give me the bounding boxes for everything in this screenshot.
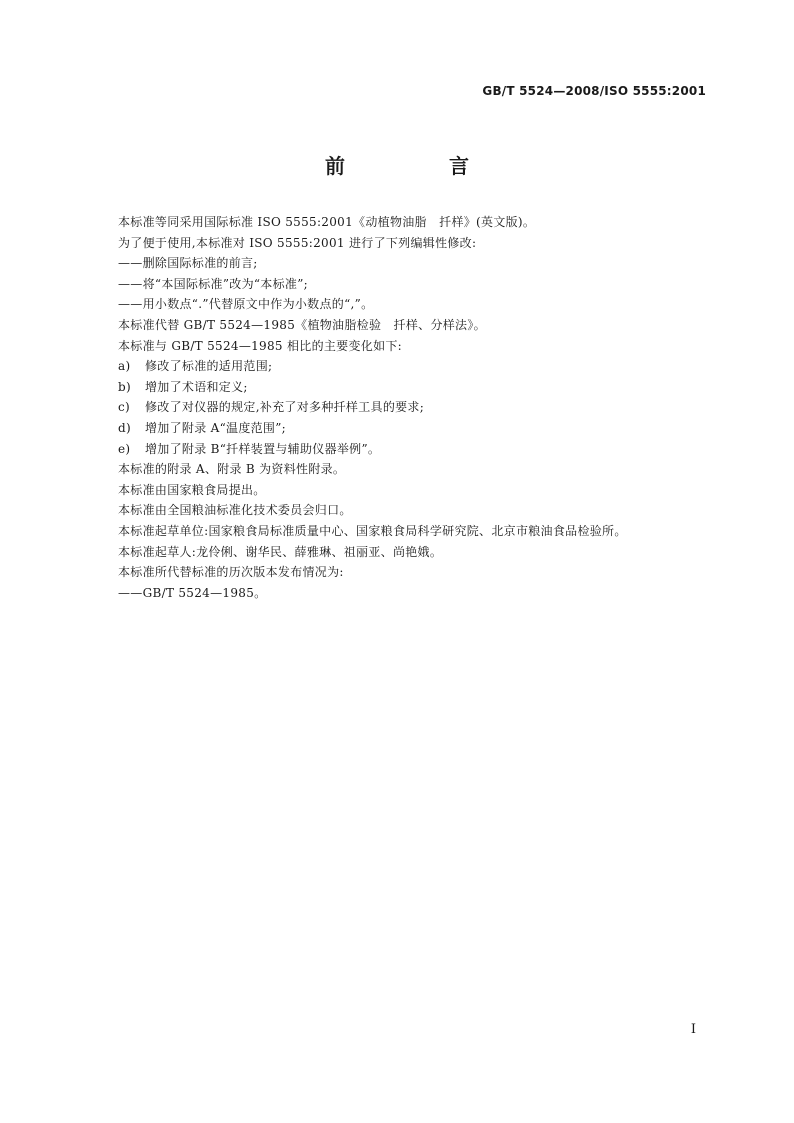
list-marker: b) <box>118 379 131 394</box>
page-number: I <box>690 1022 696 1037</box>
paragraph-text: 增加了附录 B“扦样装置与辅助仪器举例”。 <box>145 441 381 456</box>
paragraph-text: 修改了对仪器的规定,补充了对多种扦样工具的要求; <box>145 400 425 415</box>
list-item <box>118 418 718 439</box>
list-item <box>118 397 718 418</box>
paragraph-text: 增加了术语和定义; <box>145 379 248 394</box>
paragraph-line <box>118 336 718 357</box>
paragraph-text: 本标准起草人:龙伶俐、谢华民、薛雅琳、祖丽亚、尚艳娥。 <box>118 544 443 559</box>
paragraph-line <box>118 542 718 563</box>
foreword-body <box>118 212 718 603</box>
paragraph-line <box>118 480 718 501</box>
list-item <box>118 356 718 377</box>
paragraph-text: 本标准由国家粮食局提出。 <box>118 482 266 497</box>
paragraph-text: ——用小数点“.”代替原文中作为小数点的“,”。 <box>118 297 374 312</box>
standard-code: GB/T 5524—2008/ISO 5555:2001 <box>482 84 706 98</box>
paragraph-text: ——删除国际标准的前言; <box>118 256 258 271</box>
paragraph-line <box>118 212 718 233</box>
paragraph-text: 本标准与 GB/T 5524—1985 相比的主要变化如下: <box>118 338 403 353</box>
paragraph-text: 为了便于使用,本标准对 ISO 5555:2001 进行了下列编辑性修改: <box>118 235 477 250</box>
paragraph-text: 本标准的附录 A、附录 B 为资料性附录。 <box>118 462 346 477</box>
page-title: 前 言 <box>325 154 511 178</box>
paragraph-text: 本标准起草单位:国家粮食局标准质量中心、国家粮食局科学研究院、北京市粮油食品检验所。 <box>118 523 627 538</box>
paragraph-line <box>118 583 718 604</box>
list-marker: a) <box>118 359 131 374</box>
paragraph-line <box>118 521 718 542</box>
paragraph-line <box>118 500 718 521</box>
paragraph-text: ——将“本国际标准”改为“本标准”; <box>118 276 308 291</box>
paragraph-line <box>118 315 718 336</box>
paragraph-line <box>118 233 718 254</box>
list-item <box>118 439 718 460</box>
paragraph-text: 本标准由全国粮油标准化技术委员会归口。 <box>118 503 352 518</box>
list-item <box>118 377 718 398</box>
paragraph-line <box>118 253 718 274</box>
paragraph-text: 增加了附录 A“温度范围”; <box>145 420 286 435</box>
list-marker: e) <box>118 441 131 456</box>
paragraph-text: 本标准代替 GB/T 5524—1985《植物油脂检验 扦样、分样法》。 <box>118 317 486 332</box>
paragraph-line <box>118 459 718 480</box>
paragraph-line <box>118 274 718 295</box>
paragraph-line <box>118 294 718 315</box>
list-marker: d) <box>118 420 131 435</box>
paragraph-text: ——GB/T 5524—1985。 <box>118 585 267 600</box>
paragraph-line <box>118 562 718 583</box>
paragraph-text: 本标准所代替标准的历次版本发布情况为: <box>118 565 344 580</box>
list-marker: c) <box>118 400 131 415</box>
paragraph-text: 修改了标准的适用范围; <box>145 359 273 374</box>
paragraph-text: 本标准等同采用国际标准 ISO 5555:2001《动植物油脂 扦样》(英文版)。 <box>118 215 536 229</box>
